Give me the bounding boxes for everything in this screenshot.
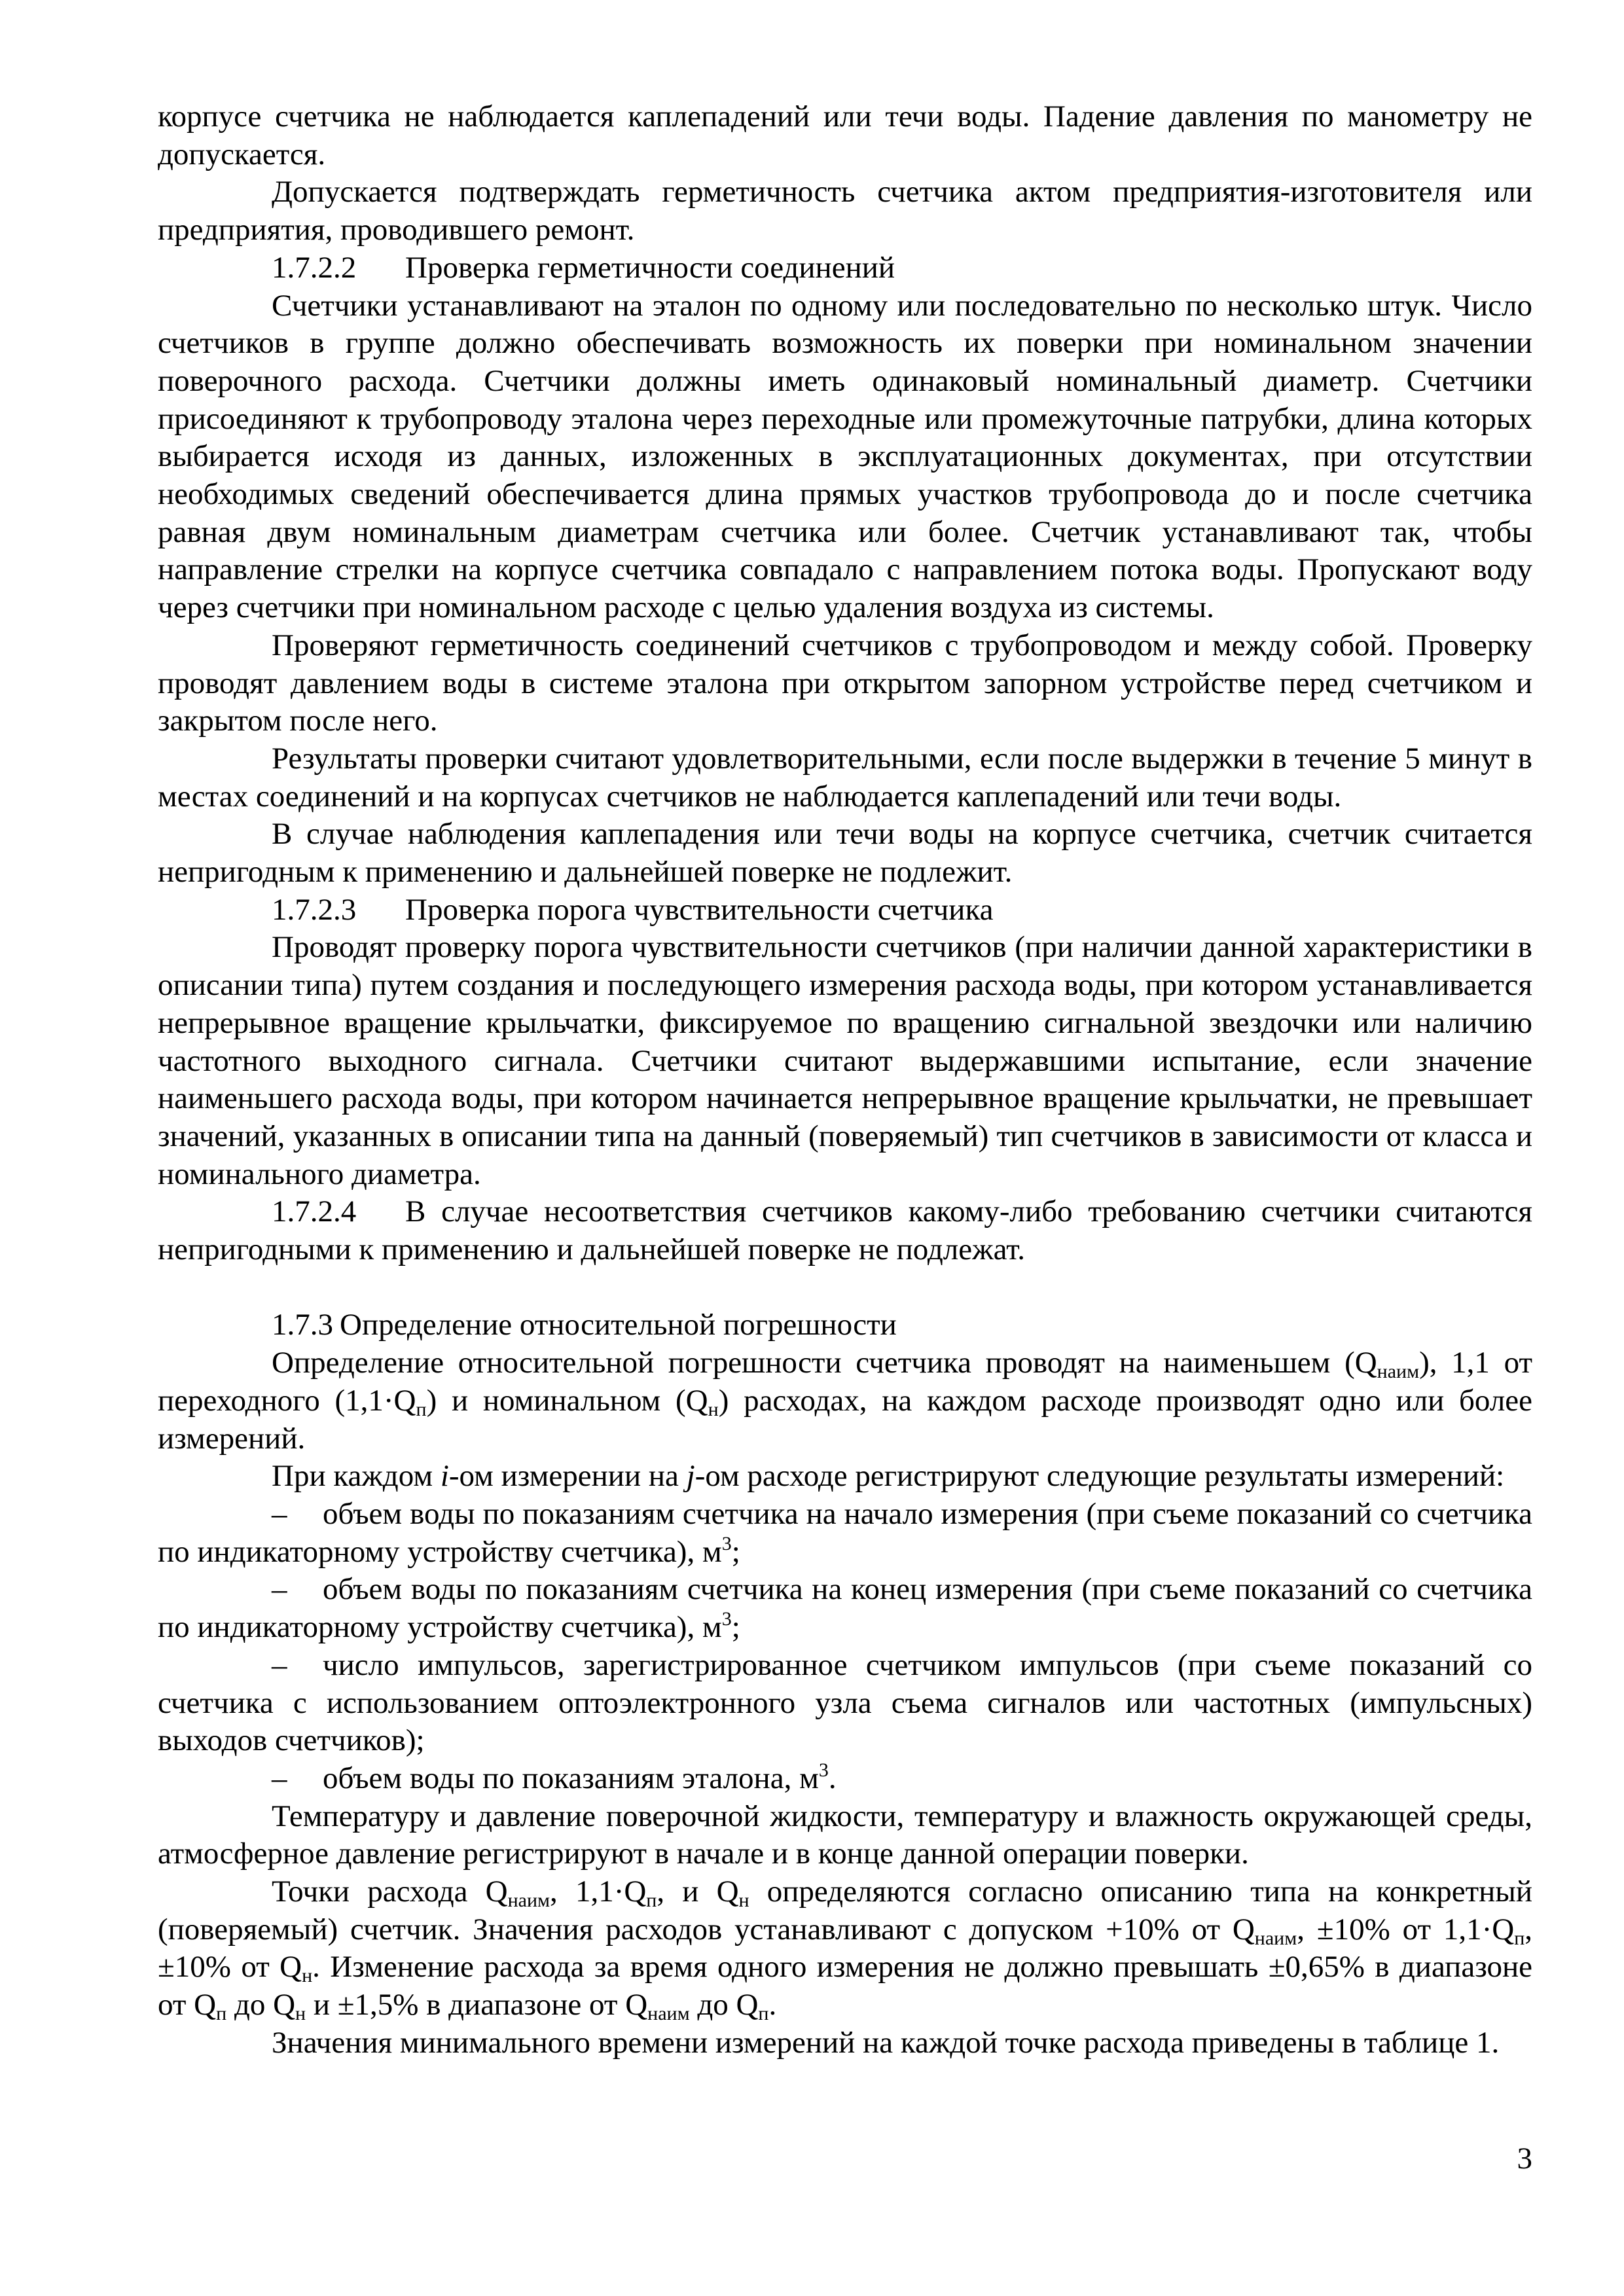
paragraph: Результаты проверки считают удовлетворительными, если после выдержки в течение 5 минут в местах соединений и на корпусах счетчиков не наблюдается каплепадений или течи воды. [158, 741, 1532, 814]
italic-index: i [440, 1459, 449, 1494]
text-run: , и Q [657, 1874, 739, 1909]
subscript: н [295, 2003, 306, 2025]
subscript: н [738, 1890, 749, 1912]
text-run: . Изменение расхода за время одного измерения не должно превышать ±0,65% в диапазоне от Q [158, 1950, 1532, 2022]
text-run: . [768, 1988, 777, 2022]
paragraph [158, 1458, 1532, 1496]
list-dash: – [272, 1647, 287, 1682]
list-text: объем воды по показаниям эталона, м [323, 1761, 819, 1795]
paragraph: Проверяют герметичность соединений счетчиков с трубопроводом и между собой. Проверку проводят давлением воды в системе эталона при открытом запорном устройстве перед счетчиком и закрытом после него. [158, 628, 1532, 738]
text-run: ; [731, 1610, 740, 1645]
paragraph [158, 1873, 1532, 2024]
section-title: Проверка порога чувствительности счетчика [405, 892, 994, 927]
text-run: ), 1,1 от переходного (1,1·Q [158, 1346, 1532, 1418]
subscript: п [416, 1398, 427, 1420]
paragraph: В случае наблюдения каплепадения или течи воды на корпусе счетчика, счетчик считается непригодным к применению и дальнейшей поверке не подлежит. [158, 817, 1532, 889]
list-dash: – [272, 1572, 287, 1607]
list-text: объем воды по показаниям счетчика на начало измерения (при съеме показаний со счетчика по индикаторному устройству счетчика), м [158, 1497, 1532, 1569]
spacer [158, 1269, 1532, 1307]
section-title: Определение относительной погрешности [340, 1308, 897, 1342]
subscript: п [216, 2003, 227, 2025]
section-title: Проверка герметичности соединений [405, 250, 895, 285]
paragraph: Температуру и давление поверочной жидкости, температуру и влажность окружающей среды, атмосферное давление регистрируют в начале и в конце данной операции поверки. [158, 1799, 1532, 1871]
text-run: до Q [689, 1988, 759, 2022]
text-run: Определение относительной погрешности счетчика проводят на наименьшем (Q [272, 1346, 1377, 1380]
list-text: объем воды по показаниям счетчика на конец измерения (при съеме показаний со счетчика по индикаторному устройству счетчика), м [158, 1572, 1532, 1645]
section-number: 1.7.2.4 [272, 1194, 357, 1229]
paragraph [158, 1344, 1532, 1458]
list-dash: – [272, 1761, 287, 1795]
text-run: . [828, 1761, 837, 1795]
page-number: 3 [1517, 2142, 1532, 2176]
subscript: п [758, 2003, 769, 2025]
subscript: наим [1254, 1927, 1297, 1949]
text-run: , ±10% от 1,1·Q [1297, 1912, 1515, 1946]
section-number: 1.7.2.3 [272, 892, 357, 927]
list-text: число импульсов, зарегистрированное счетчиком импульсов (при съеме показаний со счетчика с использованием оптоэлектронного узла съема сигналов или частотных (импульсных) выходов счетчиков); [158, 1647, 1532, 1758]
text-run: -ом расходе регистрируют следующие результаты измерений: [695, 1459, 1505, 1494]
text-run: При каждом [272, 1459, 441, 1494]
section-heading-1-7-2-2 [158, 249, 1532, 287]
superscript: 3 [721, 1532, 732, 1554]
text-run: ; [731, 1534, 740, 1569]
italic-index: j [686, 1459, 695, 1494]
text-run: , ±10% от Q [158, 1912, 1532, 1984]
subscript: п [646, 1890, 657, 1912]
superscript: 3 [721, 1608, 732, 1630]
text-run: -ом измерении на [448, 1459, 687, 1494]
text-run: , 1,1·Q [550, 1874, 647, 1909]
list-dash: – [272, 1497, 287, 1531]
list-item [158, 1647, 1532, 1760]
section-number: 1.7.3 [272, 1308, 333, 1342]
subscript: п [1514, 1927, 1525, 1949]
list-item [158, 1760, 1532, 1798]
section-heading-1-7-2-3 [158, 891, 1532, 929]
page-body [158, 98, 1532, 2062]
text-run: ) и номинальном (Q [426, 1383, 708, 1418]
text-run: и ±1,5% в диапазоне от Q [306, 1988, 648, 2022]
paragraph: корпусе счетчика не наблюдается каплепадений или течи воды. Падение давления по манометру не допускается. [158, 99, 1532, 171]
section-number: 1.7.2.2 [272, 250, 357, 285]
text-run: до Q [226, 1988, 296, 2022]
paragraph: Счетчики устанавливают на эталон по одному или последовательно по несколько штук. Число счетчиков в группе должно обеспечивать возможность их поверки при номинальном значении поверочного расхода. Счетчики должны иметь одинаковый номинальный диаметр. Счетчики присоединяют к трубопроводу эталона через переходные или промежуточные патрубки, длина которых выбирается исходя из данных, изложенных в эксплуатационных документах, при отсутствии необходимых сведений обеспечивается длина прямых участков трубопровода до и после счетчика равная двум номинальным диаметрам счетчика или более. Счетчик устанавливают так, чтобы направление стрелки на корпусе счетчика совпадало с направлением потока воды. Пропускают воду через счетчики при номинальном расходе с целью удаления воздуха из системы. [158, 288, 1532, 625]
list-item [158, 1496, 1532, 1571]
list-item [158, 1571, 1532, 1646]
paragraph: Значения минимального времени измерений на каждой точке расхода приведены в таблице 1. [272, 2025, 1500, 2060]
text-run: ) расходах, на каждом расходе производят одно или более измерений. [158, 1383, 1532, 1456]
section-1-7-2-4 [158, 1193, 1532, 1268]
subscript: наим [1377, 1361, 1420, 1383]
superscript: 3 [818, 1759, 829, 1781]
text-run: Точки расхода Q [272, 1874, 508, 1909]
paragraph: Проводят проверку порога чувствительности счетчиков (при наличии данной характеристики в описании типа) путем создания и последующего измерения расхода воды, при котором устанавливается непрерывное вращение крыльчатки, фиксируемое по вращению сигнальной звездочки или наличию частотного выходного сигнала. Счетчики считают выдержавшими испытание, если значение наименьшего расхода воды, при котором начинается непрерывное вращение крыльчатки, не превышает значений, указанных в описании типа на данный (поверяемый) тип счетчиков в зависимости от класса и номинального диаметра. [158, 930, 1532, 1191]
subscript: н [302, 1965, 313, 1987]
section-heading-1-7-3 [158, 1306, 1532, 1344]
subscript: наим [647, 2003, 690, 2025]
section-text: В случае несоответствия счетчиков какому-либо требованию счетчики считаются непригодными к применению и дальнейшей поверке не подлежат. [158, 1194, 1532, 1267]
text-run: определяются согласно описанию типа на конкретный (поверяемый) счетчик. Значения расходов устанавливают с допуском +10% от Q [158, 1874, 1532, 1946]
subscript: наим [507, 1890, 550, 1912]
subscript: н [708, 1398, 719, 1420]
paragraph: Допускается подтверждать герметичность счетчика актом предприятия-изготовителя или предприятия, проводившего ремонт. [158, 175, 1532, 247]
